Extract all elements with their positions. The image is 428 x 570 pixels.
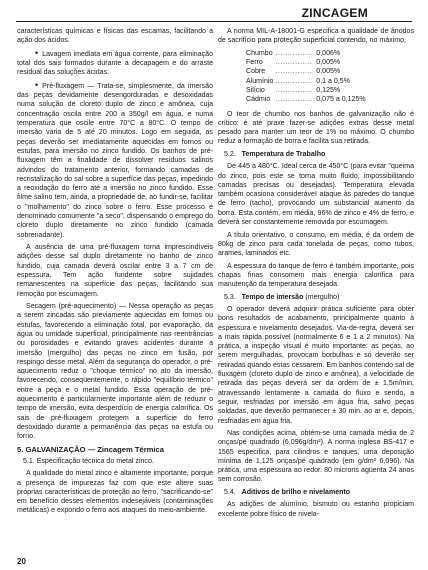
subsection-title: Aditivos de brilho e nivelamento [241,488,351,496]
element-value: 0,005% [316,59,341,67]
subsection-number: 5.3. [224,293,236,301]
element-value: 0,005% [316,68,341,76]
table-row [246,86,368,95]
paragraph: De 445 a 480°C. Ideal cerca de 450°C (para evitar "queima do zinco, pois este se torna muito fluido, impossibilitando camadas precisas ou desejadas). Temperatura elevada também ocasiona consideráveI ataque às paredes do tanque de ferro (tacho), provocando um substancial aumento da borra. Esta contém, em média, 96% de zinco e 4% de ferro, e deverá ser constantemente removida por escumagem. [218,163,414,227]
subsection-title-suffix: (mergulho) [303,293,340,301]
leader-dots: ............... [275,96,313,104]
subsection-heading: 5.1. Especificação técnica do metal zinco. [23,458,154,465]
leader-dots: ............... [275,86,313,94]
subsection-title: Temperatura de Trabalho [241,150,326,158]
subsection-number: 5.2. [224,150,236,158]
element-name: Cádmio [246,96,271,104]
element-name: Silício [246,86,265,94]
bullet-paragraph [17,49,213,78]
paragraph: A ausência de uma pré-fluxagem torna imprescindíveis adições desse sal duplo diretamente no banho de zinco fundido, cuja camada deverá oscilar entre 3 a 7 cm de espessura. Tem ação fundente sobre sujidades remanescentes na superfície das peças, facilitando sua remoção por escumagem. [17,244,213,298]
running-header-title: ZINCAGEM [301,6,368,20]
left-column [17,27,213,519]
paragraph: características químicas e físicas das escamas, facilitando a ação dos ácidos. [17,28,213,45]
paragraph: A título orientativo, o consumo, em média, é da ordem de 80kg de zinco para cada tonelada de peças, como tubos, arames, laminados etc. [218,231,414,258]
bullet-paragraph [17,81,213,240]
composition-table [246,49,368,105]
element-name: Chumbo [246,49,273,57]
bullet-icon: • [35,79,39,90]
bullet-text: Lavagem imediata em água corrente, para eliminação total dos sais formados durante a decapagem e do arraste residual das soluções ácidas. [17,50,213,77]
paragraph: O teor de chumbo nos banhos de galvanização não é crítico: é até praxe fazer-se adições extras desse metal pesado para manter um teor de 1% no máximo. O chumbo reduz a formação de borra e facilita sua retirada. [218,110,414,146]
bullet-text: Pré-fluxagem — Trata-se, simplesmente, da imersão das peças devidamente desengorduradas e desoxidadas numa solução de cloreto duplo de zinco e amônea, cuja concentração oscila entre 200 a 350g/l em água, e numa temperatura que oscile entre 70°C a 80°C. O tempo de imersão varia de 5 até 20 minutos. Logo em seguida, as peças deverão ser imediatamente aquecidas em fornos ou estufas, para imersão no zinco fundido. Os banhos de pré-fluxagem têm a finalidade de dissolver resíduos salinos advindos do tratamento anterior, formando camadas de recristalização do sal sobre a superfície das peças, impedindo a reoxidação do ferro até a imersão no zinco fundido. Esse filme salino tem, ainda, a propriedade de, ao fundir-se, facilitar o "molhamento" do zinco sobre o ferro. Esse processo é denominado comumente "a seco", dispensando o emprego do cloreto duplo diretamente no zinco fundido (camada sobrenadante). [17,82,213,239]
subsection-title: Tempo de imersão [241,293,304,301]
element-value: 0,006% [316,49,341,57]
paragraph: A espessura do tanque de ferro é também importante, pois chapas finas consomem mais energia calorífica para manutenção da temperatura desejada. [218,262,414,289]
element-name: Cobre [246,68,266,76]
leader-dots: ............... [275,59,313,67]
page-number: 20 [17,557,26,566]
table-row [246,95,368,104]
subsection-heading [224,150,414,159]
right-column [218,27,414,522]
table-row [246,49,368,58]
subsection-number: 5.4. [224,488,236,496]
bullet-icon: • [35,47,39,58]
paragraph: Nas condições acima, obtém-se uma camada média de 2 onças/pé quadrado (6,096g/dm²). A norma inglesa BS-417 e 1565 especifica, para cilindros e tanques, uma deposição mínima de 1,125 onças/pé quadrado (em g/dm² 6,096). Na prática, uma espessura ao redor. 80 microns agüenta 24 anos sem corrosão. [218,430,414,484]
leader-dots: ............... [275,49,313,57]
element-value: 0,075 a 0,125% [316,96,366,104]
leader-dots: ............... [275,77,313,85]
paragraph: Secagem (pré-aquecimento) — Nessa operação as peças a serem zincadas são previamente aquecidas em fornos ou estufas, favorecendo a eliminação total, por evaporação, da água ou umidade superficial, principalmente nas reentrâncias ou porosidades e evitando graves acidentes durante a imersão (mergulho) das peças no zinco em fusão, por respingo desse metal. Além da segurança do operador, o pré-aquecimento reduz o "choque térmico" no ato da imersão, favorecendo, conseqüentemente, o rápido "equilíbrio térmico" entre a peça e o metal fundido. Essa operação de pré-aquecimento é particularmente importante além de reduzir o tempo de imersão, evita desperdício de energia calorífica. Os sais de pré-fluxagem protegem a superfície do ferro desoxidado durante a permanência das peças na estufa ou forno. [17,303,213,441]
subsection-heading [224,488,414,497]
paragraph: As adições de alumínio, bismuto ou estanho propiciam excelente pobre físico de nivela- [218,501,414,518]
table-row [246,58,368,67]
element-value: 0,1 a 0,5% [316,77,350,85]
leader-dots: ............... [275,68,313,76]
table-row [246,67,368,76]
paragraph: A norma MIL-A-18001-G especifica a qualidade de ânodos de sacrifício para proteção superficial contendo, no máximo, [218,28,414,45]
element-value: 0,125% [316,86,341,94]
table-row [246,77,368,86]
subsection-heading [224,293,414,302]
header-rule [16,21,412,22]
element-name: Alumínio [246,77,274,85]
paragraph: O operador deverá adquirir prática suficiente para obter bons resultados de acabamento, principalmente quanto à espessura e nivelamento desejados. Via-de-regra, deverá ser a mais rápida possível (normalmente 6 e 1 a 2 minutos). Na prática, a inspeção visual é muito importante: as peças, ao serem mergulhadas, provocam borbulhas e só deverão ser retiradas quando estas cessarem. Em banhos contendo sal de fluxagem (cloreto duplo de zinco e amônea), a velocidade de retirada das peças deverá ser da ordem de ± 1,5m/min, atravessando lentamente a camada do fluxo e sendo, a seguir, resfriadas por imersão em água fria, salvo peças soldadas, que deverão permanecer ± 30 min. ao ar e, depois, resfriadas em água fria. [218,305,414,425]
section-heading: 5. GALVANIZAÇÃO — Zincagem Térmica [17,444,164,454]
paragraph: A qualidade do metal zinco é altamente importante, porque a presença de impurezas faz com que este altere suas próprias características de proteção ao ferro, "sacrificando-se" em benefício desses elementos indesejáveis (contaminações metálicas) e expondo o ferro aos ataques do meio-ambiente. [17,470,213,515]
element-name: Ferro [246,59,263,67]
